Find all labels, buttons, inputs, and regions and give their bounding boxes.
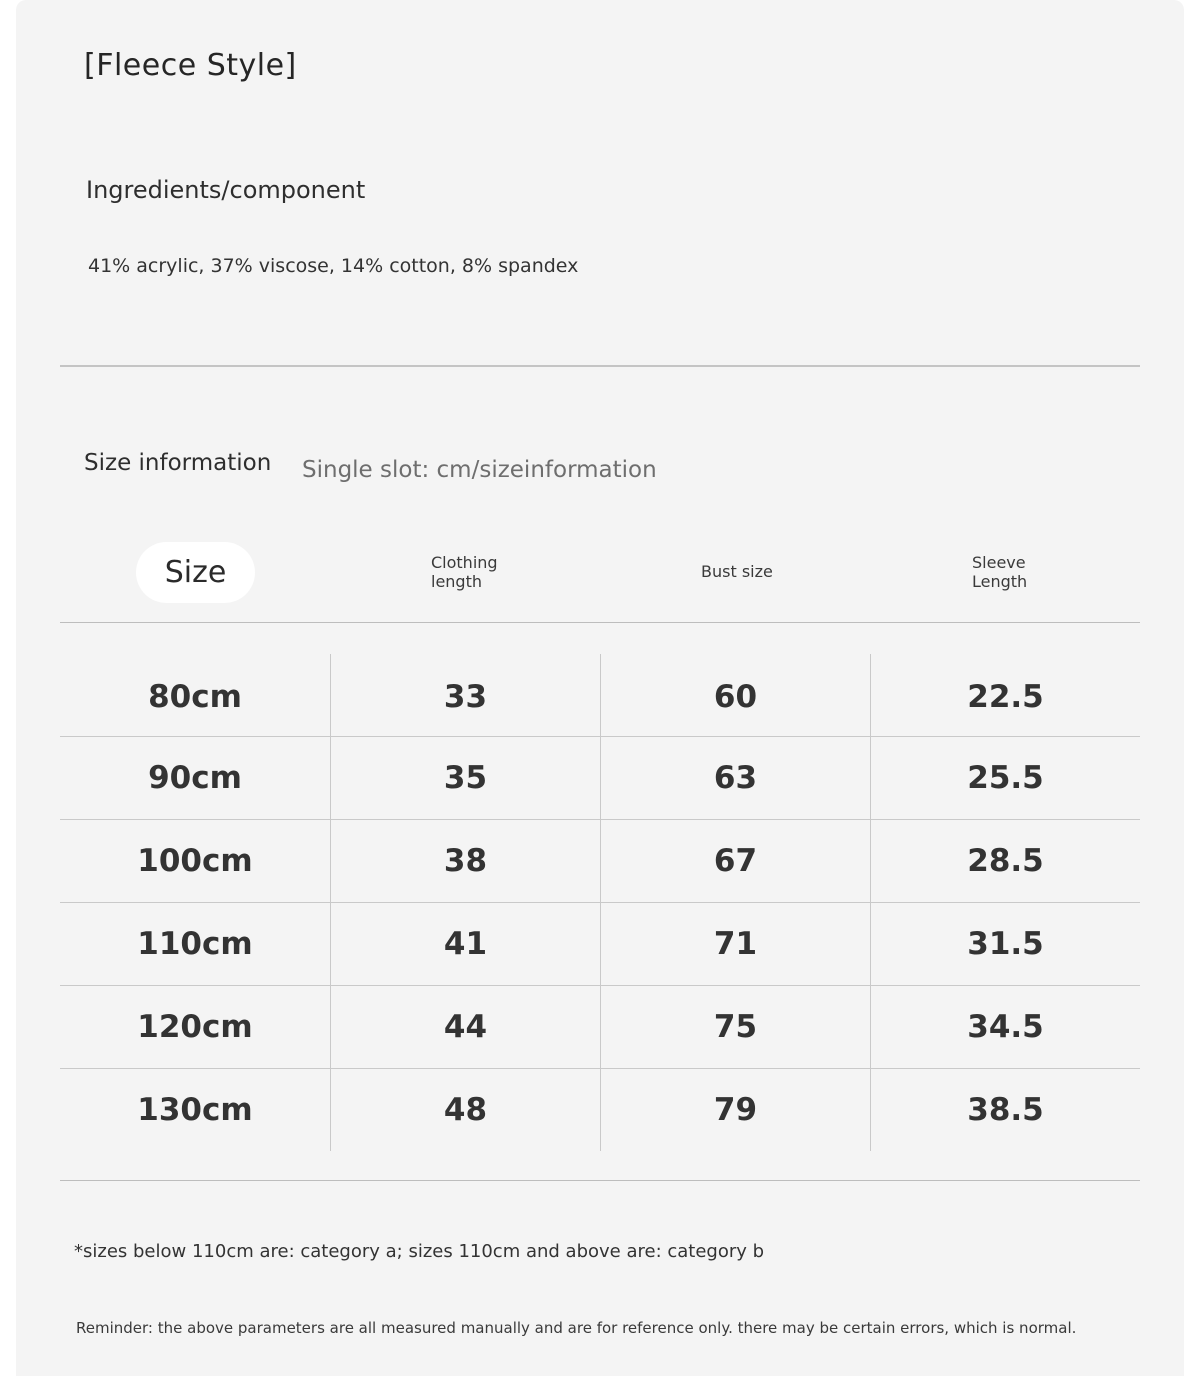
- cell-bust-size: 75: [600, 986, 870, 1068]
- cell-sleeve-length: 31.5: [870, 903, 1140, 985]
- header-clothing-length: Clothing length: [431, 553, 498, 591]
- cell-sleeve-length: 38.5: [870, 1069, 1140, 1151]
- product-info-card: [16, 0, 1184, 1376]
- cell-sleeve-length: 22.5: [870, 654, 1140, 736]
- cell-size: 120cm: [137, 1009, 253, 1045]
- header-bust-size: Bust size: [701, 562, 773, 581]
- cell-clothing-length: 38: [330, 820, 600, 902]
- table-row: [60, 736, 1140, 819]
- table-bottom-divider: [60, 1180, 1140, 1181]
- cell-clothing-length: 44: [330, 986, 600, 1068]
- cell-size: 80cm: [148, 679, 242, 715]
- cell-clothing-length: 35: [330, 737, 600, 819]
- cell-bust-size: 60: [600, 654, 870, 736]
- measurement-reminder: Reminder: the above parameters are all measured manually and are for reference only. there may be certain errors, which is normal.: [76, 1319, 1077, 1337]
- table-row: [60, 819, 1140, 902]
- header-size-pill: Size: [136, 542, 255, 603]
- cell-size: 130cm: [137, 1092, 253, 1128]
- cell-sleeve-length: 28.5: [870, 820, 1140, 902]
- category-footnote: *sizes below 110cm are: category a; sizes 110cm and above are: category b: [74, 1241, 765, 1262]
- ingredients-label: Ingredients/component: [86, 176, 366, 204]
- cell-sleeve-length: 34.5: [870, 986, 1140, 1068]
- cell-clothing-length: 33: [330, 654, 600, 736]
- table-header-divider: [60, 622, 1140, 623]
- header-sleeve-length: Sleeve Length: [972, 553, 1028, 591]
- cell-size: 90cm: [148, 760, 242, 796]
- cell-bust-size: 63: [600, 737, 870, 819]
- table-row: [60, 902, 1140, 985]
- ingredients-value: 41% acrylic, 37% viscose, 14% cotton, 8% spandex: [88, 255, 579, 277]
- size-info-unit-note: Single slot: cm/sizeinformation: [302, 457, 657, 483]
- cell-size: 100cm: [137, 843, 253, 879]
- table-row: [60, 985, 1140, 1068]
- cell-sleeve-length: 25.5: [870, 737, 1140, 819]
- size-info-label: Size information: [84, 450, 272, 476]
- style-title: [Fleece Style]: [84, 48, 297, 83]
- size-table: [60, 654, 1140, 1151]
- table-row: [60, 1068, 1140, 1151]
- cell-bust-size: 67: [600, 820, 870, 902]
- cell-clothing-length: 41: [330, 903, 600, 985]
- cell-size: 110cm: [137, 926, 253, 962]
- table-row: [60, 654, 1140, 736]
- cell-bust-size: 71: [600, 903, 870, 985]
- cell-clothing-length: 48: [330, 1069, 600, 1151]
- cell-bust-size: 79: [600, 1069, 870, 1151]
- section-divider: [60, 365, 1140, 367]
